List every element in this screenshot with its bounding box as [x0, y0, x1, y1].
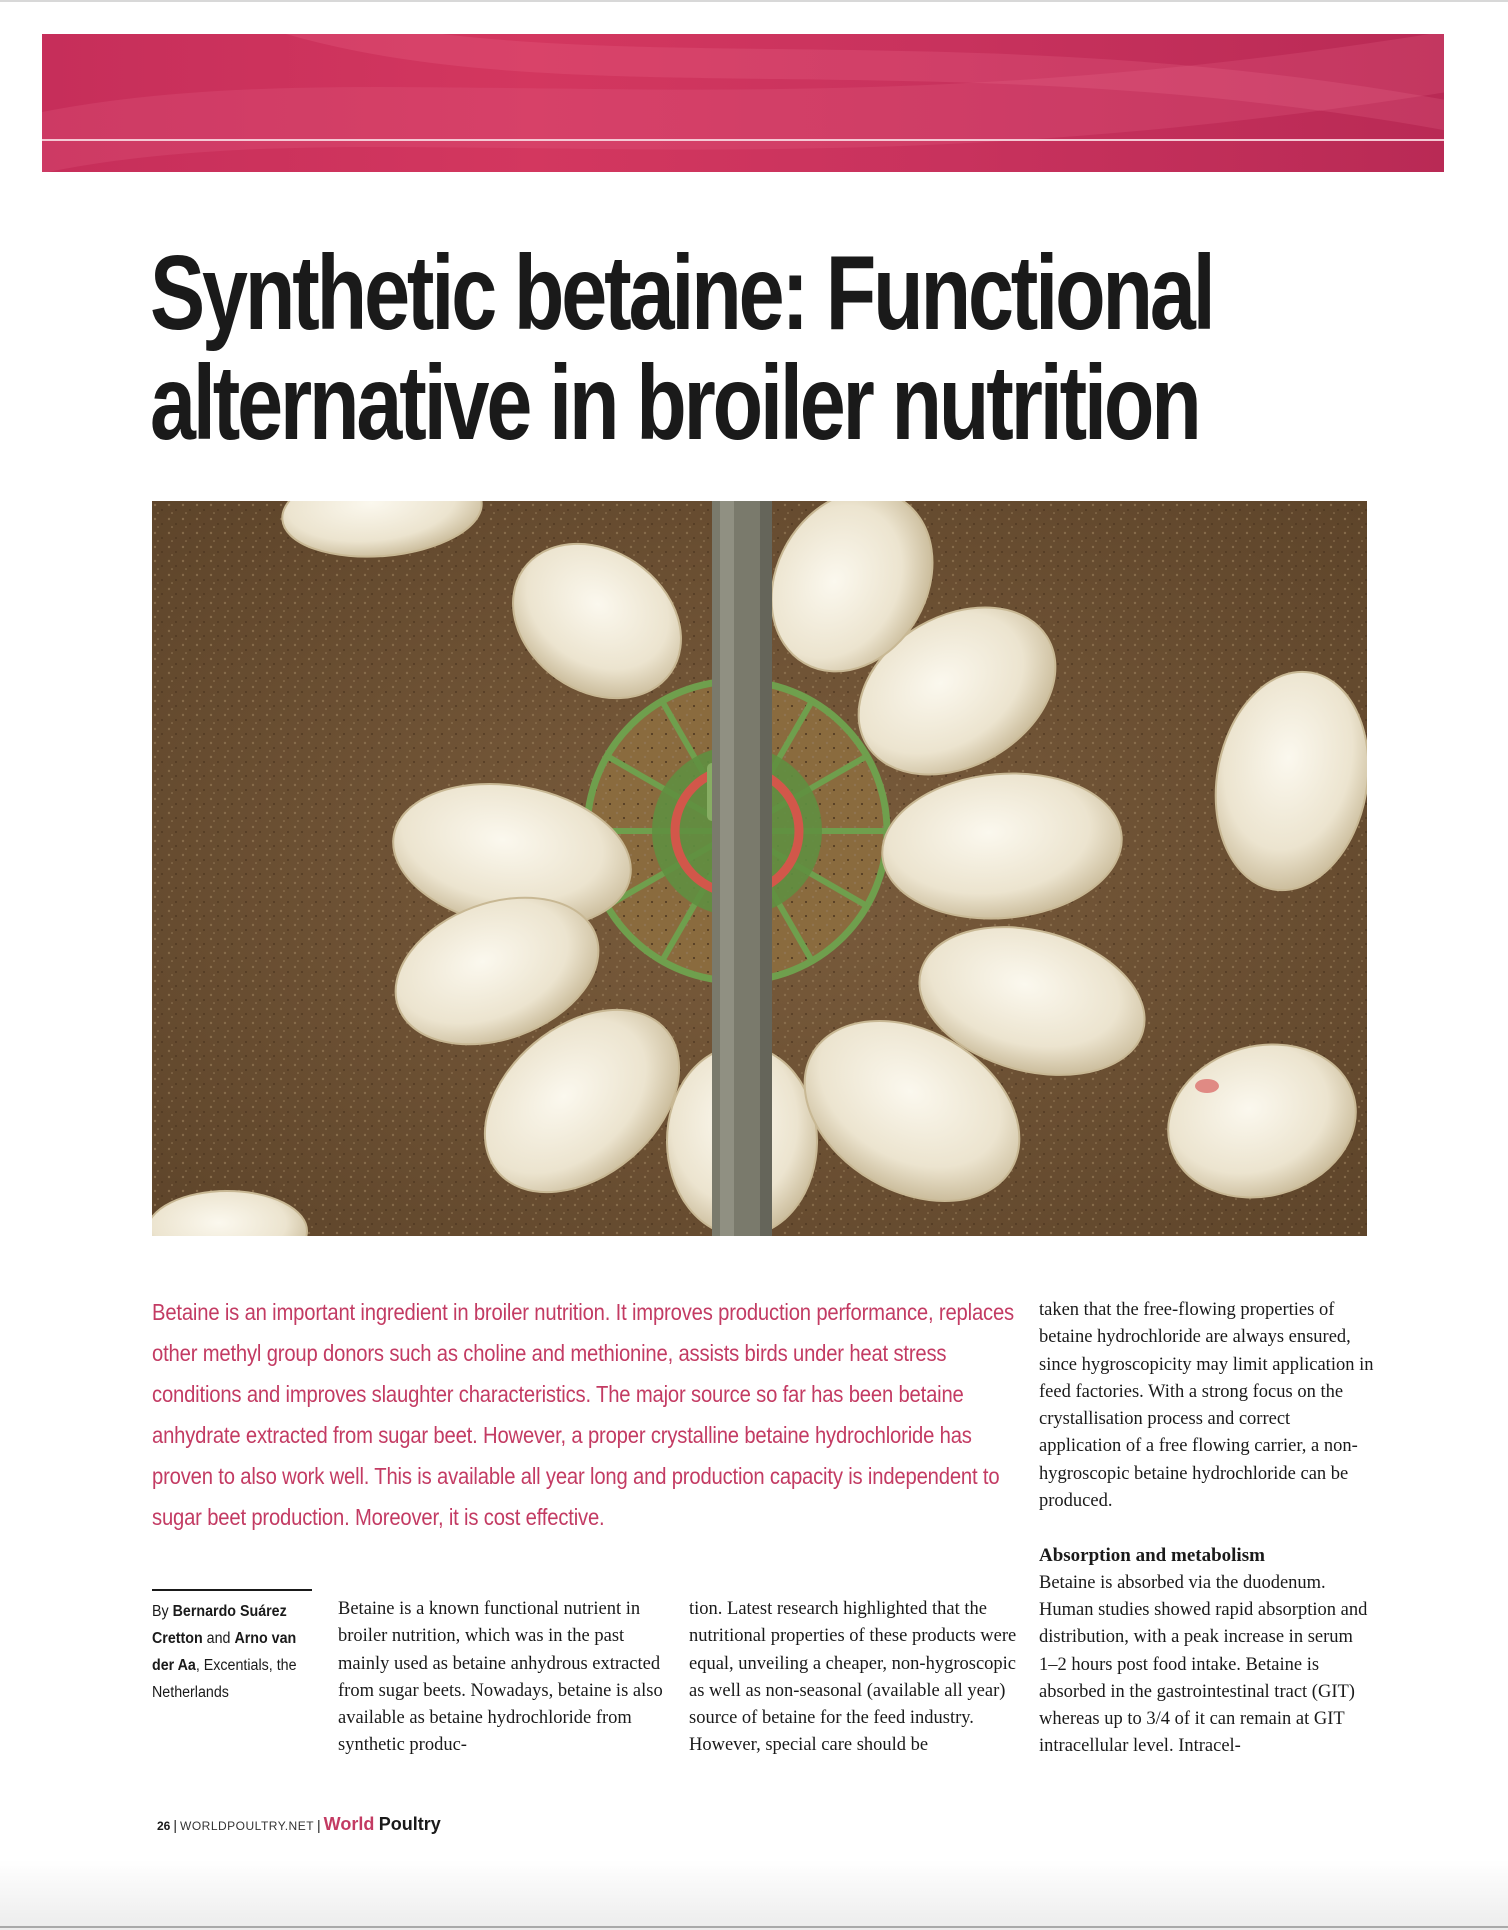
magazine-brand-world: World: [323, 1814, 375, 1834]
title-line-2: alternative in broiler nutrition: [150, 344, 1199, 462]
page-top-border: [0, 0, 1508, 2]
section-heading-absorption: Absorption and metabolism: [1039, 1545, 1265, 1567]
banner-swoosh-decoration: [42, 34, 1444, 172]
header-banner: [42, 34, 1444, 172]
author-2: Arno van der Aa: [152, 1630, 297, 1674]
broiler-feeder-photo: [152, 501, 1367, 1236]
author-1: Bernardo Suárez Cretton: [152, 1603, 287, 1647]
body-column-1: Betaine is a known functional nutrient in broiler nutrition, which was in the past mainly used as betaine anhydrous extracted from sugar beets. Nowadays, betaine is also available as betaine hydrochloride from synthetic produc-: [338, 1599, 663, 1756]
footer-separator: |: [173, 1817, 177, 1833]
page-bottom-border: [0, 1926, 1508, 1928]
body-column-2: tion. Latest research highlighted that the nutritional properties of these products were equal, unveiling a cheaper, non-hygroscopic as well as non-seasonal (available all year) source of betaine for the feed industry. However, special care should be: [689, 1599, 1017, 1756]
page-bottom-shadow: [0, 1860, 1508, 1930]
article-lede: Betaine is an important ingredient in broiler nutrition. It improves production performance, replaces other methyl group donors such as choline and methionine, assists birds under heat stress conditions and improves slaughter characteristics. The major source so far has been betaine anhydrate extracted from sugar beet. However, a proper crystalline betaine hydrochloride has proven to also work well. This is available all year long and production capacity is independent to sugar beet production. Moreover, it is cost effective.: [152, 1299, 1015, 1530]
author-byline: [152, 1598, 313, 1706]
body-column-3: [1039, 1297, 1374, 1761]
footer-website-link[interactable]: WORLDPOULTRY.NET: [180, 1819, 315, 1833]
chickens-around-feeder-illustration: [152, 501, 1367, 1236]
title-line-1: Synthetic betaine: Functional: [150, 234, 1213, 352]
page-number: 26: [157, 1819, 171, 1833]
page-footer: [157, 1814, 441, 1835]
magazine-brand-poultry: Poultry: [378, 1814, 441, 1834]
banner-stripe: [42, 139, 1444, 141]
article-title: [150, 234, 1213, 462]
column-3-paragraph-1: taken that the free-flowing properties of betaine hydrochloride are always ensured, since hygroscopicity may limit application in feed factories. With a strong focus on the crystallisation process and correct application of a free flowing carrier, a non-hygroscopic betaine hydrochloride can be produced.: [1039, 1300, 1374, 1512]
byline-rule: [152, 1589, 312, 1591]
column-3-paragraph-2: Betaine is absorbed via the duodenum. Human studies showed rapid absorption and distribution, with a peak increase in serum 1–2 hours post food intake. Betaine is absorbed in the gastrointestinal tract (GIT) whereas up to 3/4 of it can remain at GIT intracellular level. Intracel-: [1039, 1572, 1368, 1757]
author-affiliation: , Excentials, the Netherlands: [152, 1657, 297, 1701]
byline-conjunction: and: [206, 1630, 231, 1647]
footer-separator: |: [317, 1817, 321, 1833]
byline-prefix: By: [152, 1603, 169, 1620]
